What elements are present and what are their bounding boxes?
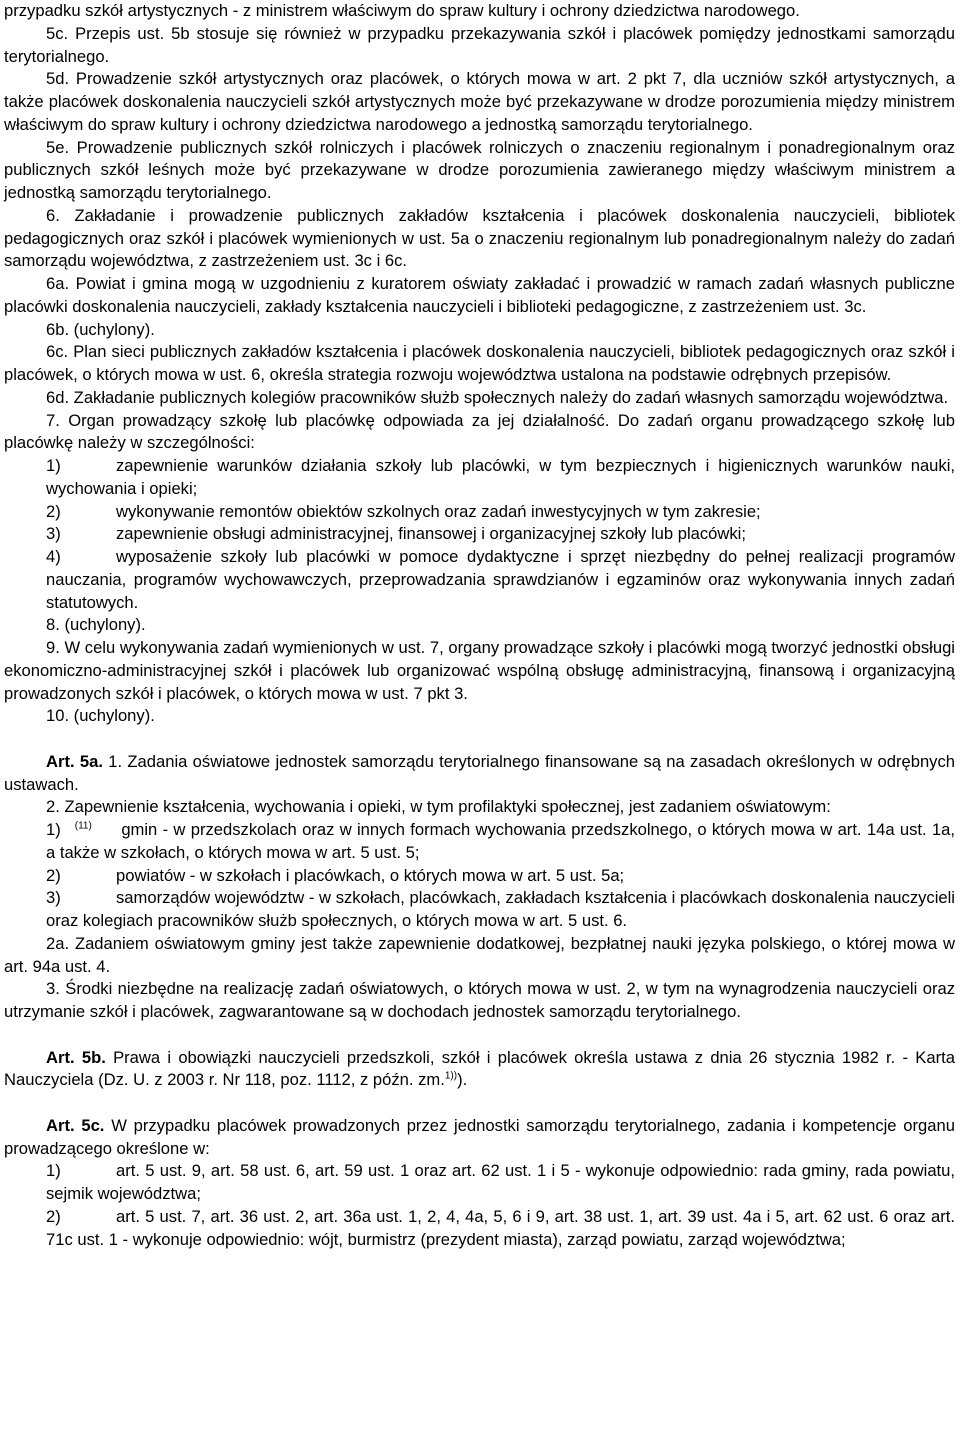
list-item	[4, 1160, 955, 1206]
list-item-number: 1)	[46, 1161, 61, 1181]
article-text: 1. Zadania oświatowe jednostek samorządu terytorialnego finansowane są na zasadach określonych w odrębnych ustawach.	[4, 751, 955, 794]
paragraph-8: 8. (uchylony).	[46, 615, 146, 635]
article-5a-paragraph-2a: 2a. Zadaniem oświatowym gminy jest także zapewnienie dodatkowej, bezpłatnej nauki języka polskiego, o której mowa w art. 94a ust. 4.	[4, 933, 955, 976]
footnote-marker: (11)	[74, 820, 92, 832]
article-heading: Art. 5b.	[46, 1047, 106, 1067]
article-heading: Art. 5c.	[46, 1115, 105, 1135]
article-5b	[4, 1047, 955, 1093]
paragraph-6a: 6a. Powiat i gmina mogą w uzgodnieniu z kuratorem oświaty zakładać i prowadzić w ramach zadań własnych publiczne placówki doskonalenia nauczycieli, zakłady kształcenia nauczycieli i biblioteki pedagogiczne, z zastrzeżeniem ust. 3c.	[4, 274, 955, 316]
article-5a-paragraph-2: 2. Zapewnienie kształcenia, wychowania i opieki, w tym profilaktyki społecznej, jest zadaniem oświatowym:	[46, 797, 831, 817]
paragraph-6c: 6c. Plan sieci publicznych zakładów kształcenia i placówek doskonalenia nauczycieli, bibliotek pedagogicznych oraz szkół i placówek, o których mowa w ust. 6, określa strategia rozwoju województwa ustalona na podstawie odrębnych przepisów.	[4, 342, 955, 384]
list-item-number: 3)	[46, 524, 61, 544]
list-item	[4, 1206, 955, 1252]
article-text: W przypadku placówek prowadzonych przez jednostki samorządu terytorialnego, zadania i kompetencje organu prowadzącego określone w:	[4, 1115, 955, 1158]
article-text-tail: ).	[457, 1070, 468, 1090]
paragraph: przypadku szkół artystycznych - z ministrem właściwym do spraw kultury i ochrony dziedzictwa narodowego.	[4, 1, 800, 20]
list-item	[4, 546, 955, 614]
paragraph-6d: 6d. Zakładanie publicznych kolegiów pracowników służb społecznych należy do zadań własnych samorządu województwa.	[46, 387, 949, 407]
paragraph-6: 6. Zakładanie i prowadzenie publicznych zakładów kształcenia i placówek doskonalenia nauczycieli, bibliotek pedagogicznych oraz szkół i placówek wymienionych w ust. 5a o znaczeniu regionalnym lub ponadregionalnym należy do zadań samorządu województwa, z zastrzeżeniem ust. 3c i 6c.	[4, 205, 955, 271]
list-item-number: 2)	[46, 1206, 61, 1226]
list-item-number: 4)	[46, 547, 61, 566]
article-5a-paragraph-3: 3. Środki niezbędne na realizację zadań oświatowych, o których mowa w ust. 2, w tym na wynagrodzenia nauczycieli oraz utrzymanie szkół i placówek, zagwarantowane są w dochodach jednostek samorządu terytorialnego.	[4, 979, 955, 1021]
paragraph-5c: 5c. Przepis ust. 5b stosuje się również w przypadku przekazywania szkół i placówek pomiędzy jednostkami samorządu terytorialnego.	[4, 23, 955, 66]
list-item	[4, 455, 955, 501]
list-item-number: 1)	[46, 456, 61, 475]
list-item-number: 3)	[46, 888, 61, 908]
paragraph-10: 10. (uchylony).	[46, 706, 155, 726]
list-item-number: 2)	[46, 865, 61, 885]
list-item-number: 1) $^{(11)}$	[46, 820, 92, 839]
list-item	[4, 501, 955, 524]
list-item-number: 2)	[46, 501, 61, 521]
article-5a-paragraph-1	[4, 751, 955, 797]
list-item	[4, 887, 955, 933]
list-item	[4, 523, 955, 546]
paragraph-9: 9. W celu wykonywania zadań wymienionych w ust. 7, organy prowadzące szkoły i placówki mogą tworzyć jednostki obsługi ekonomiczno-administracyjnej szkół i placówek lub organizować wspólną obsługę administracyjną, finansową i organizacyjną prowadzonych szkół i placówek, o których mowa w ust. 7 pkt 3.	[4, 638, 955, 703]
list-item-text: powiatów - w szkołach i placówkach, o których mowa w art. 5 ust. 5a;	[116, 865, 625, 885]
article-5c	[4, 1115, 955, 1161]
list-item-text: zapewnienie obsługi administracyjnej, finansowej i organizacyjnej szkoły lub placówki;	[116, 524, 746, 544]
list-item	[4, 865, 955, 888]
article-heading: Art. 5a.	[46, 751, 103, 771]
article-text: Prawa i obowiązki nauczycieli przedszkoli, szkół i placówek określa ustawa z dnia 26 stycznia 1982 r. - Karta Nauczyciela (Dz. U. z 2003 r. Nr 118, poz. 1112, z późn. zm.	[4, 1047, 955, 1090]
list-item-text: zapewnienie warunków działania szkoły lub placówki, w tym bezpiecznych i higienicznych warunków nauki, wychowania i opieki;	[46, 456, 955, 498]
paragraph-7: 7. Organ prowadzący szkołę lub placówkę odpowiada za jej działalność. Do zadań organu prowadzącego szkołę lub placówkę należy w szczególności:	[4, 410, 955, 453]
paragraph-6b: 6b. (uchylony).	[46, 319, 155, 339]
list-item-text: art. 5 ust. 7, art. 36 ust. 2, art. 36a ust. 1, 2, 4, 4a, 5, 6 i 9, art. 38 ust. 1, art. 39 ust. 4a i 5, art. 62 ust. 6 oraz art. 71c ust. 1 - wykonuje odpowiednio: wójt, burmistrz (prezydent miasta), zarząd powiatu, zarząd województwa;	[46, 1206, 955, 1249]
list-item-text: samorządów województw - w szkołach, placówkach, zakładach kształcenia i placówkach doskonalenia nauczycieli oraz kolegiach pracowników służb społecznych, o których mowa w art. 5 ust. 6.	[46, 888, 955, 930]
list-item-text: art. 5 ust. 9, art. 58 ust. 6, art. 59 ust. 1 oraz art. 62 ust. 1 i 5 - wykonuje odpowiednio: rada gminy, rada powiatu, sejmik województwa;	[46, 1161, 955, 1203]
list-item-text: wykonywanie remontów obiektów szkolnych oraz zadań inwestycyjnych w tym zakresie;	[116, 501, 761, 521]
footnote-marker: 1))	[444, 1070, 458, 1082]
list-item-text: gmin - w przedszkolach oraz w innych formach wychowania przedszkolnego, o których mowa w art. 14a ust. 1a, a także w szkołach, o których mowa w art. 5 ust. 5;	[46, 820, 955, 862]
list-item	[4, 819, 955, 865]
paragraph-5e: 5e. Prowadzenie publicznych szkół rolniczych i placówek rolniczych o znaczeniu regionalnym i ponadregionalnym oraz publicznych szkół leśnych może być przekazywane w drodze porozumienia zawieranego między właściwym ministrem a jednostką samorządu terytorialnego.	[4, 137, 955, 202]
paragraph-5d: 5d. Prowadzenie szkół artystycznych oraz placówek, o których mowa w art. 2 pkt 7, dla uczniów szkół artystycznych, a także placówek doskonalenia nauczycieli szkół artystycznych może być przekazywane w drodze porozumienia między ministrem właściwym do spraw kultury i ochrony dziedzictwa narodowego a jednostką samorządu terytorialnego.	[4, 69, 955, 134]
list-item-text: wyposażenie szkoły lub placówki w pomoce dydaktyczne i sprzęt niezbędny do pełnej realizacji programów nauczania, programów wychowawczych, przeprowadzania sprawdzianów i egzaminów oraz wykonywania innych zadań statutowych.	[46, 547, 955, 612]
